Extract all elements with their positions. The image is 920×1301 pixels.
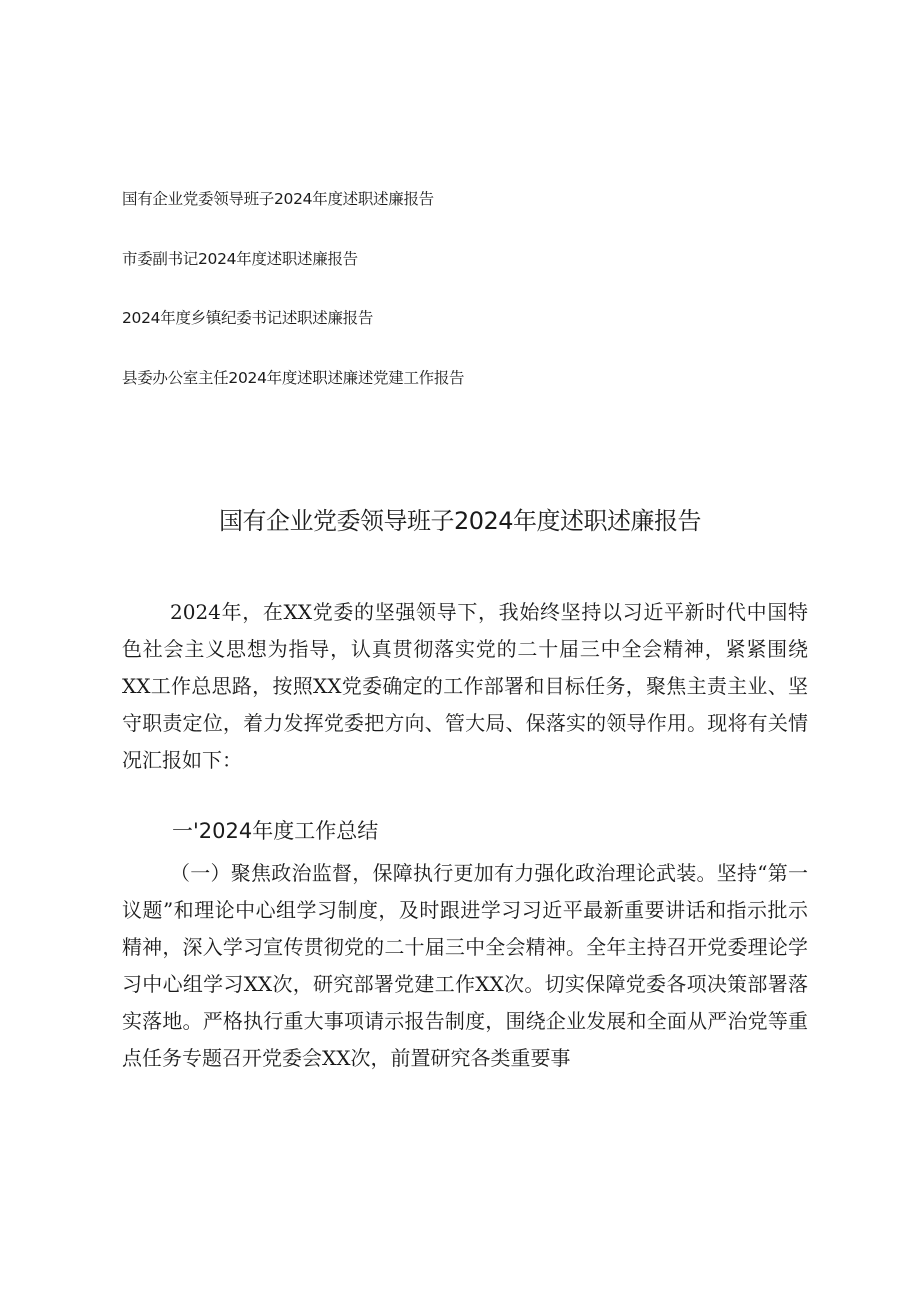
- table-of-contents: [122, 189, 822, 427]
- toc-item[interactable]: 国有企业党委领导班子2024年度述职述廉报告: [122, 190, 434, 208]
- toc-item[interactable]: 县委办公室主任2024年度述职述廉述党建工作报告: [122, 368, 465, 387]
- body-paragraph: （一）聚焦政治监督，保障执行更加有力强化政治理论武装。坚持“第一议题”和理论中心组学习制度，及时跟进学习习近平最新重要讲话和指示批示精神，深入学习宣传贯彻党的二十届三中全会精神。全年主持召开党委理论学习中心组学习XX次，研究部署党建工作XX次。切实保障党委各项决策部署落实落地。严格执行重大事项请示报告制度，围绕企业发展和全面从严治党等重点任务专题召开党委会XX次，前置研究各类重要事: [122, 861, 808, 1070]
- intro-paragraph: 2024年，在XX党委的坚强领导下，我始终坚持以习近平新时代中国特色社会主义思想为指导，认真贯彻落实党的二十届三中全会精神，紧紧围绕XX工作总思路，按照XX党委确定的工作部署和目标任务，聚焦主责主业、坚守职责定位，着力发挥党委把方向、管大局、保落实的领导作用。现将有关情况汇报如下：: [122, 600, 808, 772]
- document-title: 国有企业党委领导班子2024年度述职述廉报告: [218, 507, 702, 535]
- toc-item[interactable]: 2024年度乡镇纪委书记述职述廉报告: [122, 309, 374, 327]
- toc-item[interactable]: 市委副书记2024年度述职述廉报告: [122, 249, 358, 268]
- section-heading: 一'2024年度工作总结: [172, 819, 379, 843]
